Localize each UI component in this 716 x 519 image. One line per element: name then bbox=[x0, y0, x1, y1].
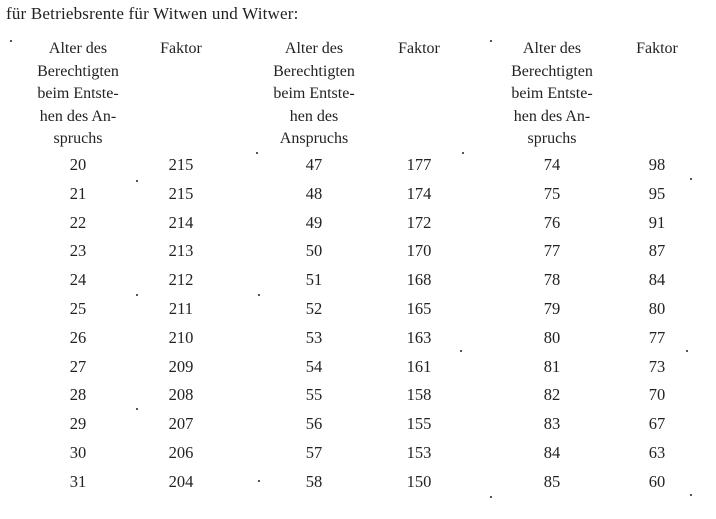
scan-speck bbox=[136, 294, 138, 296]
table-cell-age-2: 56 bbox=[305, 414, 323, 434]
table-cell-factor-1: 209 bbox=[168, 356, 194, 376]
table-cell-age-1: 29 bbox=[69, 414, 87, 434]
table-cell-age-1: 24 bbox=[69, 270, 87, 290]
table-cell-age-1: 26 bbox=[69, 327, 87, 347]
scan-speck bbox=[490, 496, 492, 498]
page-title: für Betriebsrente für Witwen und Witwer: bbox=[6, 4, 299, 23]
table-cell-factor-3: 77 bbox=[648, 327, 666, 347]
table-cell-factor-2: 155 bbox=[406, 414, 432, 434]
table-cell-factor-1: 215 bbox=[168, 155, 194, 174]
table-cell-age-1: 31 bbox=[69, 471, 87, 491]
table-cell-factor-3: 95 bbox=[648, 183, 666, 203]
table-cell-age-3: 81 bbox=[543, 356, 561, 376]
table-cell-age-1: 28 bbox=[69, 385, 87, 405]
table-cell-factor-2: 170 bbox=[406, 241, 432, 261]
table-cell-factor-1: 204 bbox=[168, 471, 194, 491]
table-cell-factor-2: 153 bbox=[406, 443, 432, 462]
table-cell-factor-3: 98 bbox=[648, 155, 666, 174]
table-cell-age-2: 57 bbox=[305, 443, 323, 462]
table-cell-factor-1: 206 bbox=[168, 443, 194, 462]
table-cell-age-3: 79 bbox=[543, 299, 561, 318]
scan-speck bbox=[686, 350, 688, 352]
table-cell-age-2: 55 bbox=[305, 385, 323, 405]
table-cell-factor-1: 215 bbox=[168, 183, 194, 203]
table-cell-age-3: 85 bbox=[543, 471, 561, 491]
scan-speck bbox=[258, 480, 260, 482]
header-factor-col-2: Faktor bbox=[398, 40, 440, 57]
table-cell-age-3: 80 bbox=[543, 327, 561, 347]
table-cell-factor-3: 70 bbox=[648, 385, 666, 405]
table-cell-factor-3: 80 bbox=[648, 299, 666, 318]
table-cell-factor-1: 208 bbox=[168, 385, 194, 405]
header-age-col-2: Alter des Berechtigten beim Entste- hen des Anspruchs bbox=[273, 40, 355, 147]
table-cell-factor-1: 207 bbox=[168, 414, 194, 434]
scan-speck bbox=[690, 178, 692, 180]
table-cell-age-3: 78 bbox=[543, 270, 561, 290]
table-cell-age-2: 48 bbox=[305, 183, 323, 203]
scan-speck bbox=[136, 180, 138, 182]
table-cell-factor-3: 91 bbox=[648, 212, 666, 232]
table-cell-factor-2: 168 bbox=[406, 270, 432, 290]
header-age-col-1: Alter des Berechtigten beim Entste- hen des An- spruchs bbox=[37, 40, 119, 147]
table-cell-age-3: 82 bbox=[543, 385, 561, 405]
scan-speck bbox=[256, 152, 258, 154]
table-cell-age-1: 23 bbox=[69, 241, 87, 261]
table-cell-factor-2: 163 bbox=[406, 327, 432, 347]
table-cell-age-2: 53 bbox=[305, 327, 323, 347]
table-cell-age-3: 83 bbox=[543, 414, 561, 434]
table-cell-age-2: 58 bbox=[305, 471, 323, 491]
table-cell-age-1: 30 bbox=[69, 443, 87, 462]
table-cell-age-2: 54 bbox=[305, 356, 323, 376]
table-cell-age-2: 49 bbox=[305, 212, 323, 232]
table-cell-factor-3: 84 bbox=[648, 270, 666, 290]
table-cell-age-2: 50 bbox=[305, 241, 323, 261]
table-cell-factor-3: 87 bbox=[648, 241, 666, 261]
scan-speck bbox=[136, 408, 138, 410]
table-cell-age-2: 52 bbox=[305, 299, 323, 318]
table-cell-age-3: 75 bbox=[543, 183, 561, 203]
table-cell-factor-1: 212 bbox=[168, 270, 194, 290]
scan-speck bbox=[490, 40, 492, 42]
table-cell-age-1: 22 bbox=[69, 212, 87, 232]
table-cell-age-1: 27 bbox=[69, 356, 87, 376]
table-cell-factor-2: 150 bbox=[406, 471, 432, 491]
table-cell-factor-3: 63 bbox=[648, 443, 666, 462]
table-cell-factor-2: 172 bbox=[406, 212, 432, 232]
scan-speck bbox=[462, 152, 464, 154]
scan-speck bbox=[10, 40, 12, 42]
table-cell-age-2: 47 bbox=[305, 155, 323, 174]
table-cell-factor-3: 67 bbox=[648, 414, 666, 434]
table-cell-factor-2: 174 bbox=[406, 183, 432, 203]
header-factor-col-3: Faktor bbox=[636, 40, 678, 57]
scan-speck bbox=[690, 494, 692, 496]
table-cell-factor-3: 60 bbox=[648, 471, 666, 491]
table-cell-factor-2: 161 bbox=[406, 356, 432, 376]
table-cell-factor-2: 158 bbox=[406, 385, 432, 405]
table-cell-age-3: 74 bbox=[543, 155, 561, 174]
table-cell-factor-2: 177 bbox=[406, 155, 432, 174]
table-cell-age-1: 21 bbox=[69, 183, 87, 203]
table-cell-factor-1: 213 bbox=[168, 241, 194, 261]
table-cell-age-1: 20 bbox=[69, 155, 87, 174]
table-cell-factor-2: 165 bbox=[406, 299, 432, 318]
scan-speck bbox=[460, 350, 462, 352]
table-cell-factor-1: 211 bbox=[168, 299, 194, 318]
table-cell-factor-1: 210 bbox=[168, 327, 194, 347]
header-age-col-3: Alter des Berechtigten beim Entste- hen des An- spruchs bbox=[511, 40, 593, 147]
table-cell-age-3: 77 bbox=[543, 241, 561, 261]
table-cell-factor-1: 214 bbox=[168, 212, 194, 232]
table-cell-age-3: 84 bbox=[543, 443, 561, 462]
scan-speck bbox=[258, 294, 260, 296]
header-factor-col-1: Faktor bbox=[160, 40, 202, 57]
table-cell-factor-3: 73 bbox=[648, 356, 666, 376]
table-cell-age-3: 76 bbox=[543, 212, 561, 232]
table-cell-age-1: 25 bbox=[69, 299, 87, 318]
table-cell-age-2: 51 bbox=[305, 270, 323, 290]
